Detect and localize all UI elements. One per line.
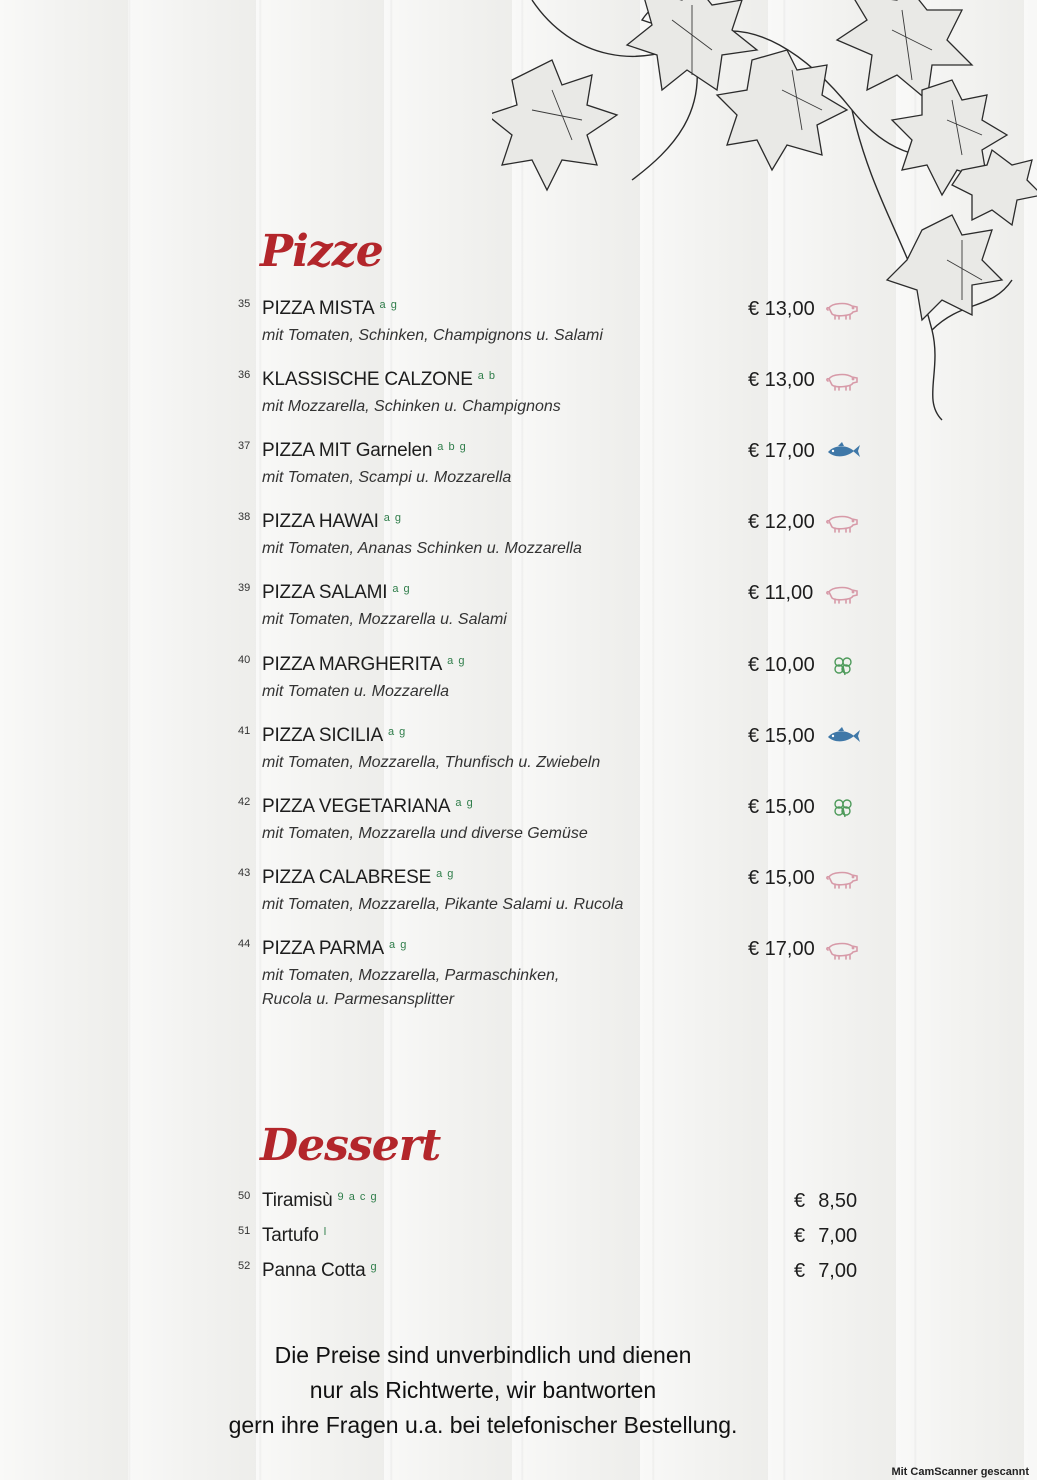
- item-description: mit Tomaten, Schinken, Champignons u. Salami: [262, 327, 603, 344]
- dessert-item: [238, 1190, 868, 1220]
- item-number: 51: [238, 1225, 251, 1237]
- item-number: 39: [238, 582, 251, 595]
- item-name: [262, 582, 411, 604]
- dessert-item: [238, 1225, 868, 1255]
- item-price: € 17,00: [748, 440, 815, 463]
- item-number: 43: [238, 866, 251, 879]
- menu-item: [238, 796, 878, 858]
- item-price: € 15,00: [748, 866, 815, 889]
- item-name-text: PIZZA SALAMI: [262, 582, 388, 604]
- menu-item: [238, 298, 878, 360]
- menu-item: [238, 725, 878, 787]
- item-description: mit Tomaten, Mozzarella, Parmaschinken, Rucola u. Parmesansplitter: [262, 966, 560, 1008]
- dessert-item: [238, 1260, 868, 1290]
- item-description: mit Tomaten, Mozzarella, Thunfisch u. Zwiebeln: [262, 753, 601, 771]
- scanner-watermark: Mit CamScanner gescannt: [891, 1466, 1029, 1478]
- allergen-codes: a g: [455, 796, 474, 809]
- item-price: € 15,00: [748, 795, 815, 818]
- menu-item: [238, 654, 878, 716]
- item-number: 41: [238, 724, 251, 737]
- clover-icon: [824, 796, 862, 820]
- item-number: 36: [238, 369, 251, 382]
- vine-leaves-illustration: [492, 0, 1037, 430]
- pizze-heading: Pizze: [260, 226, 383, 277]
- item-name-text: PIZZA SICILIA: [262, 724, 383, 746]
- price-amount: 8,50: [818, 1190, 858, 1212]
- allergen-codes: 9 a c g: [337, 1191, 378, 1203]
- item-name: [262, 938, 407, 960]
- allergen-codes: a b g: [437, 441, 467, 454]
- item-price: [794, 1260, 857, 1283]
- item-name: [262, 867, 454, 889]
- allergen-codes: a g: [379, 299, 398, 311]
- item-number: 35: [238, 298, 251, 310]
- item-number: 42: [238, 795, 251, 808]
- allergen-codes: a g: [392, 583, 411, 596]
- item-name: [262, 298, 398, 320]
- fish-icon: [824, 440, 862, 464]
- item-description: mit Tomaten, Mozzarella u. Salami: [262, 611, 507, 629]
- item-name-text: Panna Cotta: [262, 1260, 366, 1281]
- item-name-text: Tartufo: [262, 1225, 319, 1246]
- pig-icon: [824, 867, 862, 891]
- allergen-codes: a g: [387, 725, 407, 738]
- price-amount: 7,00: [818, 1225, 858, 1247]
- item-number: 50: [238, 1190, 251, 1202]
- disclaimer-line-3: gern ihre Fragen u.a. bei telefonischer Bestellung.: [228, 1412, 738, 1438]
- menu-item: [238, 867, 878, 929]
- item-name-text: PIZZA MARGHERITA: [262, 653, 443, 675]
- item-name-text: KLASSISCHE CALZONE: [262, 369, 473, 391]
- menu-item: [238, 937, 878, 1008]
- allergen-codes: a b: [477, 370, 497, 383]
- item-name: [262, 1225, 327, 1247]
- allergen-codes: a g: [383, 512, 403, 525]
- item-description: mit Tomaten, Mozzarella und diverse Gemüse: [262, 824, 588, 842]
- item-name: [262, 1190, 378, 1212]
- item-description: mit Tomaten, Ananas Schinken u. Mozzarella: [262, 540, 582, 558]
- currency-symbol: €: [794, 1190, 806, 1212]
- menu-item: [238, 440, 878, 502]
- clover-icon: [824, 654, 862, 678]
- pig-icon: [824, 369, 862, 393]
- item-price: € 13,00: [748, 298, 815, 320]
- pig-icon: [824, 511, 862, 535]
- item-number: 37: [238, 440, 251, 453]
- item-name: [262, 654, 465, 676]
- item-price: € 10,00: [748, 653, 815, 676]
- menu-item: [238, 511, 878, 573]
- menu-item: [238, 582, 878, 644]
- item-price: € 12,00: [748, 511, 815, 534]
- disclaimer-line-2: nur als Richtwerte, wir bantworten: [309, 1377, 657, 1403]
- item-name-text: Tiramisù: [262, 1190, 333, 1211]
- allergen-codes: a g: [436, 867, 455, 880]
- fish-icon: [824, 725, 862, 749]
- pig-icon: [824, 582, 862, 606]
- item-name-text: PIZZA MIT Garnelen: [262, 440, 433, 462]
- allergen-codes: l: [323, 1226, 328, 1238]
- price-disclaimer: [0, 1338, 966, 1443]
- item-price: € 15,00: [748, 724, 815, 747]
- item-price: [794, 1225, 857, 1248]
- item-name: [262, 725, 406, 747]
- item-price: [794, 1190, 857, 1213]
- currency-symbol: €: [794, 1225, 806, 1247]
- item-number: 38: [238, 511, 251, 524]
- item-name-text: PIZZA CALABRESE: [262, 866, 432, 888]
- allergen-codes: g: [370, 1261, 378, 1273]
- dessert-heading: Dessert: [260, 1120, 441, 1171]
- item-name: [262, 1260, 378, 1282]
- item-name: [262, 369, 496, 391]
- currency-symbol: €: [794, 1260, 806, 1282]
- item-name-text: PIZZA HAWAI: [262, 511, 379, 533]
- pig-icon: [824, 938, 862, 962]
- item-name: [262, 511, 402, 533]
- pig-icon: [824, 298, 862, 322]
- allergen-codes: a g: [389, 938, 408, 951]
- item-number: 40: [238, 653, 251, 666]
- item-name-text: PIZZA VEGETARIANA: [262, 795, 451, 817]
- item-price: € 13,00: [748, 369, 815, 392]
- item-name-text: PIZZA PARMA: [262, 937, 385, 959]
- item-name: [262, 796, 474, 818]
- item-description: mit Mozzarella, Schinken u. Champignons: [262, 398, 561, 416]
- disclaimer-line-1: Die Preise sind unverbindlich und dienen: [274, 1342, 692, 1368]
- item-description: mit Tomaten, Scampi u. Mozzarella: [262, 469, 512, 487]
- item-name: [262, 440, 467, 462]
- item-description: mit Tomaten u. Mozzarella: [262, 682, 450, 700]
- item-price: € 17,00: [748, 937, 815, 960]
- item-name-text: PIZZA MISTA: [262, 298, 375, 319]
- allergen-codes: a g: [447, 654, 466, 667]
- item-number: 44: [238, 937, 251, 950]
- price-amount: 7,00: [818, 1260, 858, 1282]
- item-description: mit Tomaten, Mozzarella, Pikante Salami u. Rucola: [262, 895, 624, 913]
- menu-item: [238, 369, 878, 431]
- item-price: € 11,00: [748, 582, 814, 605]
- item-number: 52: [238, 1260, 251, 1272]
